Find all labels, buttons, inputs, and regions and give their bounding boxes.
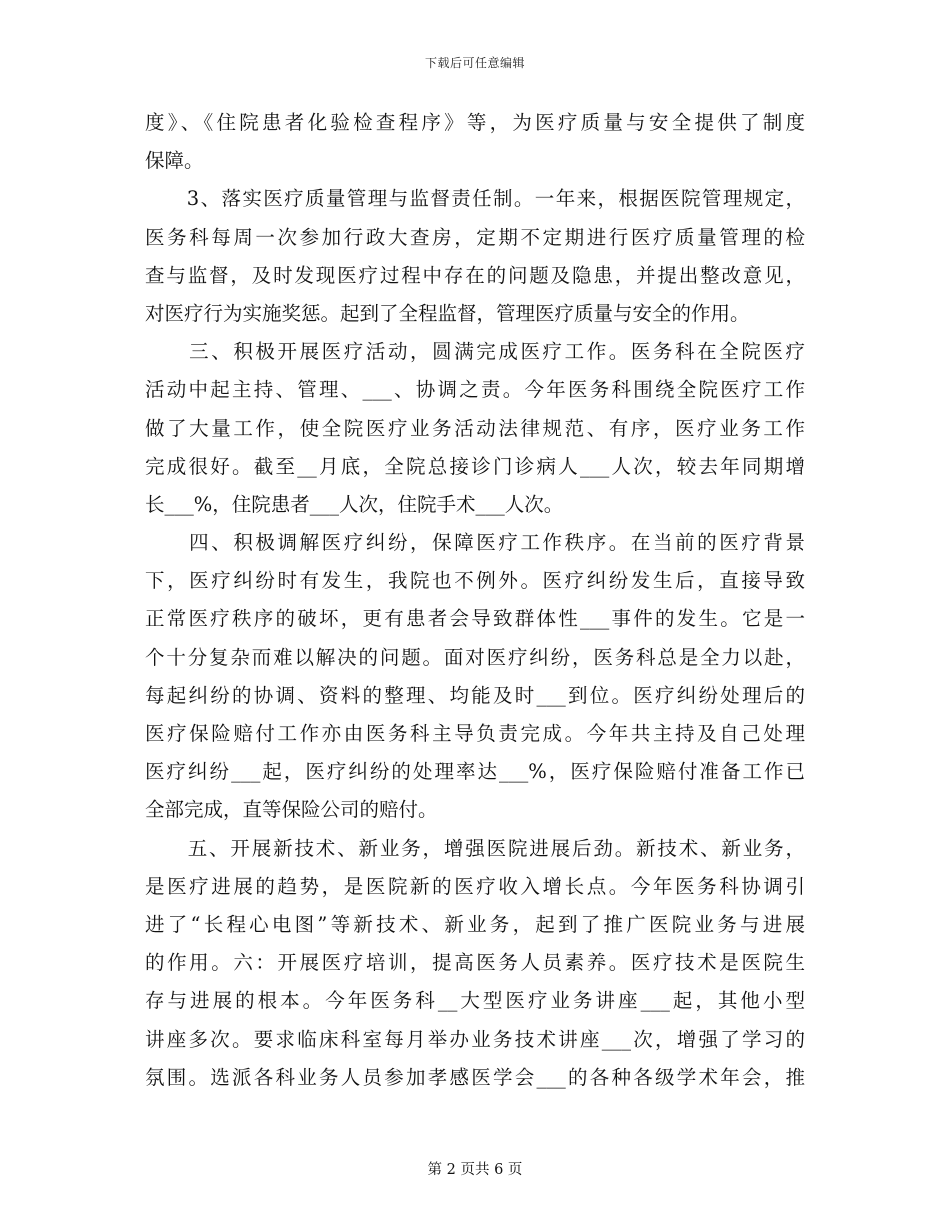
text-line: 进了“长程心电图”等新技术、新业务，起到了推广医院业务与进展 [145, 912, 805, 936]
text-line: 存与进展的根本。今年医务科__大型医疗业务讲座___起，其他小型 [145, 989, 805, 1013]
text-line: 全部完成，直等保险公司的赔付。 [145, 798, 438, 822]
text-line: 对医疗行为实施奖惩。起到了全程监督，管理医疗质量与安全的作用。 [145, 301, 750, 325]
text-line: 下，医疗纠纷时有发生，我院也不例外。医疗纠纷发生后，直接导致 [145, 569, 805, 593]
text-line: 讲座多次。要求临床科室每月举办业务技术讲座___次，增强了学习的 [145, 1027, 805, 1051]
text-line: 五、开展新技术、新业务，增强医院进展后劲。新技术、新业务， [145, 836, 805, 860]
text-line: 三、积极开展医疗活动，圆满完成医疗工作。医务科在全院医疗 [145, 340, 805, 364]
text-line: 度》、《住院患者化验检查程序》等，为医疗质量与安全提供了制度 [145, 111, 805, 134]
text-line: 个十分复杂而难以解决的问题。面对医疗纠纷，医务科总是全力以赴， [145, 645, 805, 669]
text-line: 3、落实医疗质量管理与监督责任制。一年来，根据医院管理规定， [145, 187, 805, 211]
text-line: 查与监督，及时发现医疗过程中存在的问题及隐患，并提出整改意见， [145, 263, 805, 287]
text-line: 氛围。选派各科业务人员参加孝感医学会___的各种各级学术年会，推 [145, 1065, 805, 1089]
text-line: 正常医疗秩序的破坏，更有患者会导致群体性___事件的发生。它是一 [145, 607, 805, 631]
text-line: 是医疗进展的趋势，是医院新的医疗收入增长点。今年医务科协调引 [145, 874, 805, 898]
text-line: 医务科每周一次参加行政大查房，定期不定期进行医疗质量管理的检 [145, 225, 805, 249]
text-line: 四、积极调解医疗纠纷，保障医疗工作秩序。在当前的医疗背景 [145, 531, 805, 555]
text-line: 医疗保险赔付工作亦由医务科主导负责完成。今年共主持及自己处理 [145, 722, 805, 745]
text-line: 完成很好。截至__月底，全院总接诊门诊病人___人次，较去年同期增 [145, 454, 805, 478]
text-line: 做了大量工作，使全院医疗业务活动法律规范、有序，医疗业务工作 [145, 416, 805, 440]
text-line: 医疗纠纷___起，医疗纠纷的处理率达___%，医疗保险赔付准备工作已 [145, 760, 805, 784]
document-body [145, 104, 805, 1097]
text-line: 每起纠纷的协调、资料的整理、均能及时___到位。医疗纠纷处理后的 [145, 683, 805, 707]
text-line: 长___%，住院患者___人次，住院手术___人次。 [145, 492, 564, 516]
text-line: 保障。 [145, 149, 204, 173]
text-line: 活动中起主持、管理、___、协调之责。今年医务科围绕全院医疗工作 [145, 378, 805, 402]
page-header: 下载后可任意编辑 [424, 56, 525, 70]
text-line: 的作用。六：开展医疗培训，提高医务人员素养。医疗技术是医院生 [145, 951, 805, 975]
page-footer: 第 2 页共 6 页 [427, 1162, 523, 1178]
